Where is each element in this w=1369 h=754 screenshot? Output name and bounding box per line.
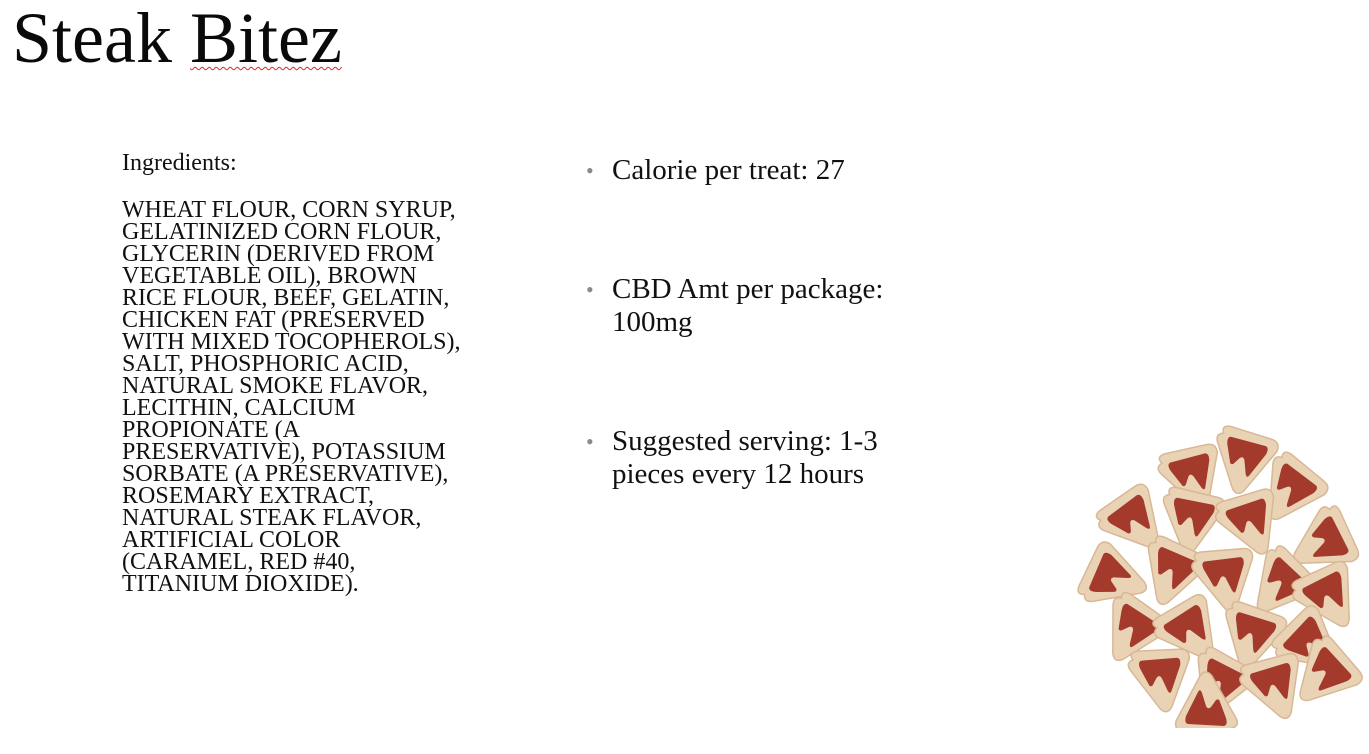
fact-text: CBD Amt per package: 100mg (612, 273, 884, 338)
fact-text: Calorie per treat: 27 (612, 154, 845, 186)
slide-title (12, 0, 342, 78)
bullet-icon: • (586, 277, 594, 302)
bullet-icon: • (586, 429, 594, 454)
fact-cbd-amount (586, 273, 916, 339)
ingredients-text: WHEAT FLOUR, CORN SYRUP, GELATINIZED CORN FLOUR, GLYCERIN (DERIVED FROM VEGETABLE OIL), BROWN RICE FLOUR, BEEF, GELATIN, CHICKEN FAT (PRESERVED WITH MIXED TOCOPHEROLS), SALT, PHOSPHORIC ACID, NATURAL SMOKE FLAVOR, LECITHIN, CALCIUM PROPIONATE (A PRESERVATIVE), POTASSIUM SORBATE (A PRESERVATIVE), ROSEMARY EXTRACT, NATURAL STEAK FLAVOR, ARTIFICIAL COLOR (CARAMEL, RED #40, TITANIUM DIOXIDE). (122, 197, 461, 597)
steak-treats-photo (1076, 418, 1368, 728)
treat-pile (1076, 424, 1368, 728)
ingredients-heading: Ingredients: (122, 150, 237, 176)
bullet-icon: • (586, 158, 594, 183)
title-word-bitez-misspelled: Bitez (189, 0, 342, 78)
fact-suggested-serving (586, 425, 916, 491)
fact-text: Suggested serving: 1-3 pieces every 12 hours (612, 425, 878, 490)
ingredients-block (122, 150, 462, 595)
fact-calorie-per-treat (586, 154, 916, 187)
title-word-steak: Steak (12, 0, 172, 78)
